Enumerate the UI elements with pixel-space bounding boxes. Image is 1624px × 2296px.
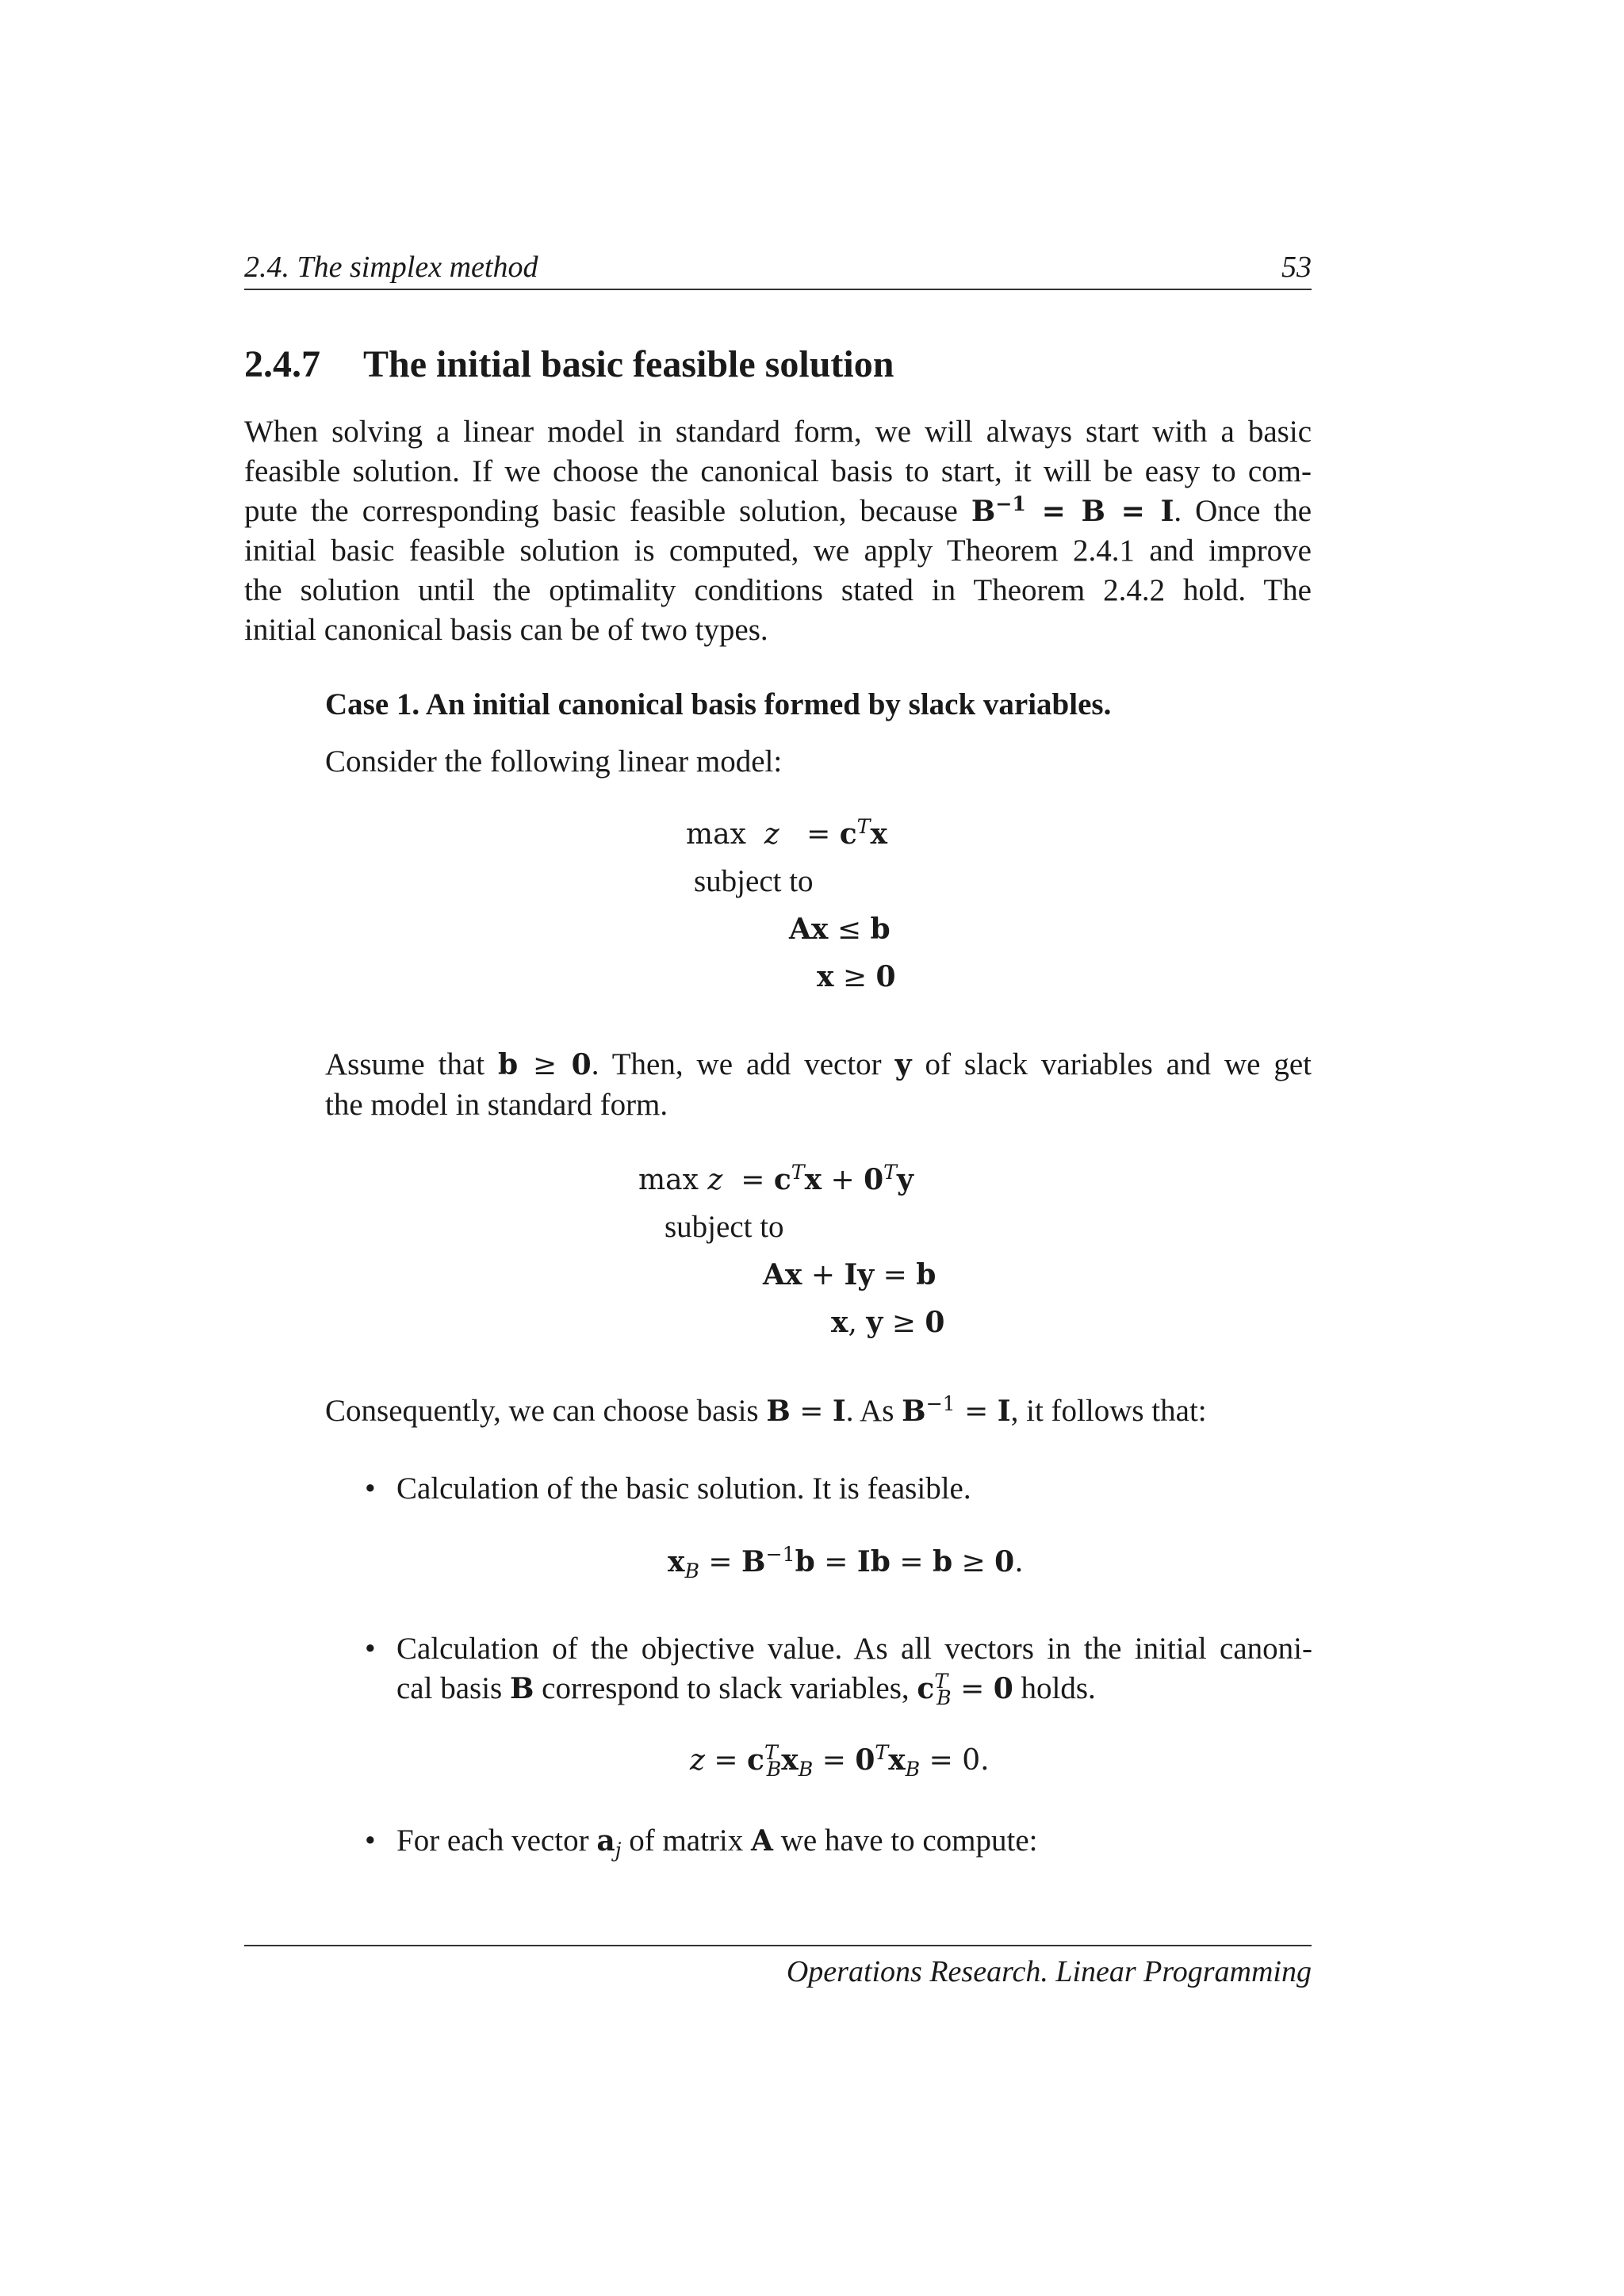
section-heading [244,341,894,388]
intro-paragraph [244,412,1312,650]
bullet-dot: • [365,1823,376,1858]
intro-line: When solving a linear model in standard form, we will always start with a basic [244,415,1312,449]
intro-text: Once the [1195,494,1312,528]
model2-constraint: Ax + Iy = b [763,1258,936,1292]
model1-subject-to: subject to [694,864,814,898]
assume-line: the model in standard form. [325,1088,668,1122]
intro-line: initial canonical basis can be of two types. [244,613,768,647]
intro-line: initial basic feasible solution is computed, we apply Theorem 2.4.1 and improve [244,534,1312,568]
assume-paragraph [325,1045,1312,1125]
model1-constraint: Ax ≤ b [789,913,891,946]
page-number: 53 [1281,251,1312,284]
intro-line: pute the corresponding basic feasible solution, because $B^{-1} = B = I$. Once the [244,492,1312,528]
intro-text: pute the corresponding basic feasible solution, because [244,494,958,528]
bullet-text-line2: cal basis B correspond to slack variables, $c^T_B = 0$ holds. [396,1670,1096,1710]
chapter-reference: 2.4. The simplex method [244,251,538,284]
intro-line: feasible solution. If we choose the canonical basis to start, it will be easy to com- [244,454,1312,488]
bullet-text: For each vector $a_j$ of matrix A we have to compute: [396,1823,1038,1862]
formula-inverse-basis: $B^{-1} = B = I$ [971,492,1174,528]
model2-objective: $\max z = c^Tx + 0^Ty$ [638,1161,914,1196]
bullet-dot: • [365,1471,376,1506]
bullet-dot: • [365,1632,376,1666]
objective-value-formula: $z = c^T_Bx_B = 0^Tx_B = 0$. [690,1741,990,1781]
consider-text: Consider the following linear model: [325,744,783,779]
assume-line: Assume that b ≥ 0. Then, we add vector y of slack variables and we get [325,1047,1312,1081]
case-heading: Case 1. An initial canonical basis formed by slack variables. [325,687,1112,721]
footer-book-title: Operations Research. Linear Programming [786,1955,1312,1988]
running-head [244,247,1312,290]
model2-subject-to: subject to [665,1210,784,1244]
consequently-line: Consequently, we can choose basis B = I. As $B^{-1} = I$, it follows that: [325,1392,1207,1428]
section-title: The initial basic feasible solution [363,343,894,385]
model2-nonnegativity: x, y ≥ 0 [831,1306,945,1339]
basic-solution-formula: $x_B = B^{-1}b = Ib = b \ge 0$. [668,1543,1024,1583]
intro-line: the solution until the optimality conditions stated in Theorem 2.4.2 hold. The [244,573,1312,607]
bullet-text: Calculation of the basic solution. It is feasible. [396,1471,971,1506]
footer-rule [244,1945,1312,1946]
model1-objective: $\max z = c^Tx$ [686,815,887,851]
model1-nonnegativity: x ≥ 0 [817,960,896,993]
bullet-text: Calculation of the objective value. As all vectors in the initial canoni- [396,1632,1312,1666]
section-number: 2.4.7 [244,343,320,385]
